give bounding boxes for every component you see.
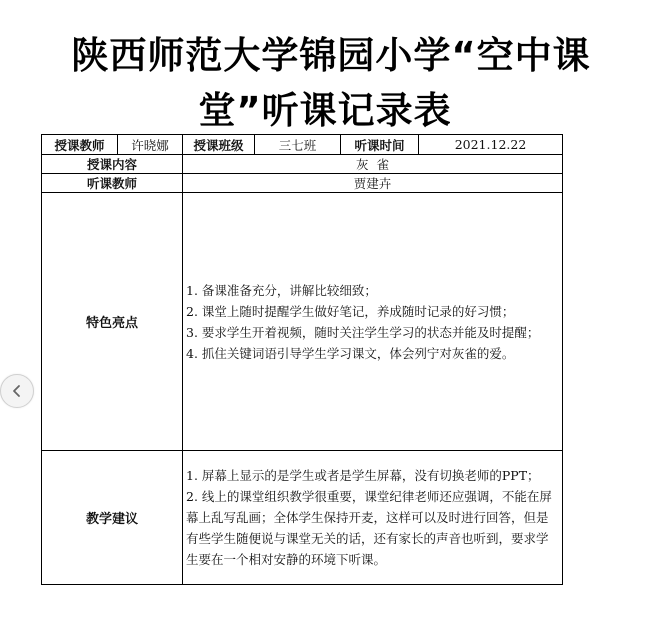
table-row	[42, 135, 563, 155]
suggestions-label: 教学建议	[42, 451, 183, 585]
table-row	[42, 174, 563, 193]
content-value: 灰 雀	[183, 155, 563, 174]
highlight-item: 4. 抓住关键词语引导学生学习课文，体会列宁对灰雀的爱。	[186, 345, 515, 361]
document-title-line-1: 陕西师范大学锦园小学“空中课	[71, 34, 591, 77]
highlight-item: 3. 要求学生开着视频，随时关注学生学习的状态并能及时提醒；	[186, 324, 540, 340]
table-row	[42, 193, 563, 451]
time-value: 2021.12.22	[419, 135, 563, 155]
table-row	[42, 451, 563, 585]
class-label: 授课班级	[183, 135, 255, 155]
highlight-item: 2. 课堂上随时提醒学生做好笔记，养成随时记录的好习惯；	[186, 303, 515, 319]
chevron-left-icon	[10, 384, 24, 398]
highlight-item: 1. 备课准备充分，讲解比较细致；	[186, 282, 377, 298]
table-row	[42, 155, 563, 174]
class-value: 三七班	[255, 135, 341, 155]
teacher-value: 许晓娜	[118, 135, 183, 155]
content-label: 授课内容	[42, 155, 183, 174]
listener-value: 贾建卉	[183, 174, 563, 193]
suggestions-cell	[183, 451, 563, 585]
suggestion-item: 2. 线上的课堂组织教学很重要，课堂纪律老师还应强调，不能在屏幕上乱写乱画；全体学生保持开麦，这样可以及时进行回答，但是有些学生随便说与课堂无关的话，还有家长的声音也听到，要求学生要在一个相对安静的环境下听课。	[186, 489, 552, 567]
previous-page-button[interactable]	[0, 374, 34, 408]
listener-label: 听课教师	[42, 174, 183, 193]
document-title-line-2: 堂”听课记录表	[198, 89, 452, 132]
time-label: 听课时间	[341, 135, 419, 155]
highlights-label: 特色亮点	[42, 193, 183, 451]
lesson-record-table	[41, 134, 563, 585]
suggestion-item: 1. 屏幕上显示的是学生或者是学生屏幕，没有切换老师的PPT；	[186, 468, 540, 483]
highlights-cell	[183, 193, 563, 451]
teacher-label: 授课教师	[42, 135, 118, 155]
